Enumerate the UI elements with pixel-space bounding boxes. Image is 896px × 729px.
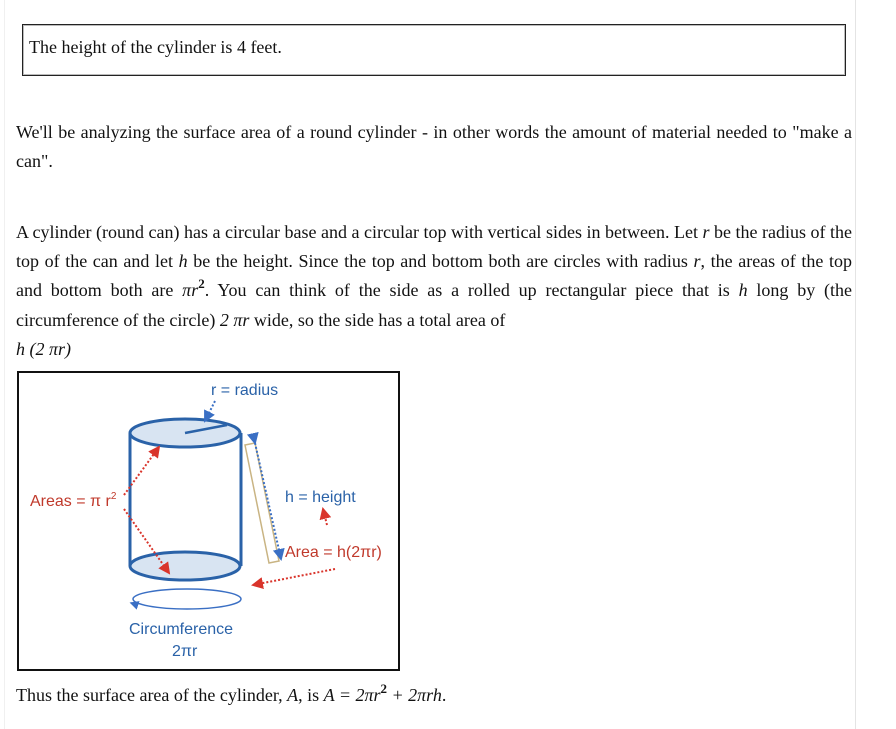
math-A: A — [287, 685, 299, 705]
conclusion-text-1: Thus the surface area of the cylinder, — [16, 685, 288, 705]
math-r: r — [702, 222, 710, 242]
math-two-pi-r: 2 πr — [219, 310, 250, 330]
side-rectangle-outline — [245, 443, 279, 563]
circumference-value: 2πr — [172, 643, 198, 660]
answer-box — [22, 24, 846, 76]
height-label: h = height — [285, 489, 356, 506]
math-equals-2pir: = 2πr — [334, 685, 381, 705]
math-side-area: h (2 πr) — [16, 339, 72, 359]
height-arrow — [255, 443, 281, 559]
side-area-up-arrow — [323, 509, 327, 525]
math-square-exponent-2: 2 — [380, 681, 388, 696]
cylinder-diagram-svg — [19, 373, 398, 669]
math-r-2: r — [693, 251, 701, 271]
areas-label — [30, 491, 117, 510]
circumference-ring — [133, 589, 241, 609]
math-plus-2pirh: + 2πrh — [387, 685, 442, 705]
areas-label-text: Areas = π r — [30, 493, 111, 510]
math-pi-r: πr — [182, 280, 199, 300]
circumference-label: Circumference — [129, 621, 234, 638]
conclusion-paragraph — [16, 681, 852, 711]
cylinder-diagram — [17, 371, 400, 671]
explanation-text-2: be the radius of the top of the can and let — [16, 222, 853, 271]
conclusion-text-2: , is — [298, 685, 324, 705]
answer-text: The height of the cylinder is 4 feet. — [29, 37, 282, 57]
explanation-paragraph — [16, 218, 852, 364]
math-square-exponent: 2 — [198, 276, 205, 291]
circumference-arrow — [131, 603, 137, 605]
explanation-text-7: wide, so the side has a total area of — [249, 310, 506, 330]
radius-label: r = radius — [211, 382, 279, 399]
explanation-text-4: , the areas of the top and bottom both are — [16, 251, 852, 300]
explanation-text-3: be the height. Since the top and bottom both are circles with radius — [187, 251, 694, 271]
explanation-text-1: A cylinder (round can) has a circular base and a circular top with vertical sides in between. Let — [16, 222, 703, 242]
areas-label-exponent: 2 — [110, 491, 117, 502]
side-area-left-arrow — [253, 569, 335, 585]
cylinder-icon — [130, 419, 241, 580]
math-h: h — [178, 251, 188, 271]
radius-arrow — [205, 401, 215, 421]
explanation-text-5: . You can think of the side as a rolled up rectangular piece that is — [204, 280, 739, 300]
math-A-2: A — [323, 685, 335, 705]
side-area-label: Area = h(2πr) — [285, 544, 382, 561]
conclusion-period: . — [441, 685, 447, 705]
math-h-2: h — [738, 280, 748, 300]
intro-paragraph: We'll be analyzing the surface area of a round cylinder - in other words the amount of material needed to "make a can". — [16, 122, 852, 171]
explanation-text-6: long by (the circumference of the circle) — [16, 280, 852, 330]
